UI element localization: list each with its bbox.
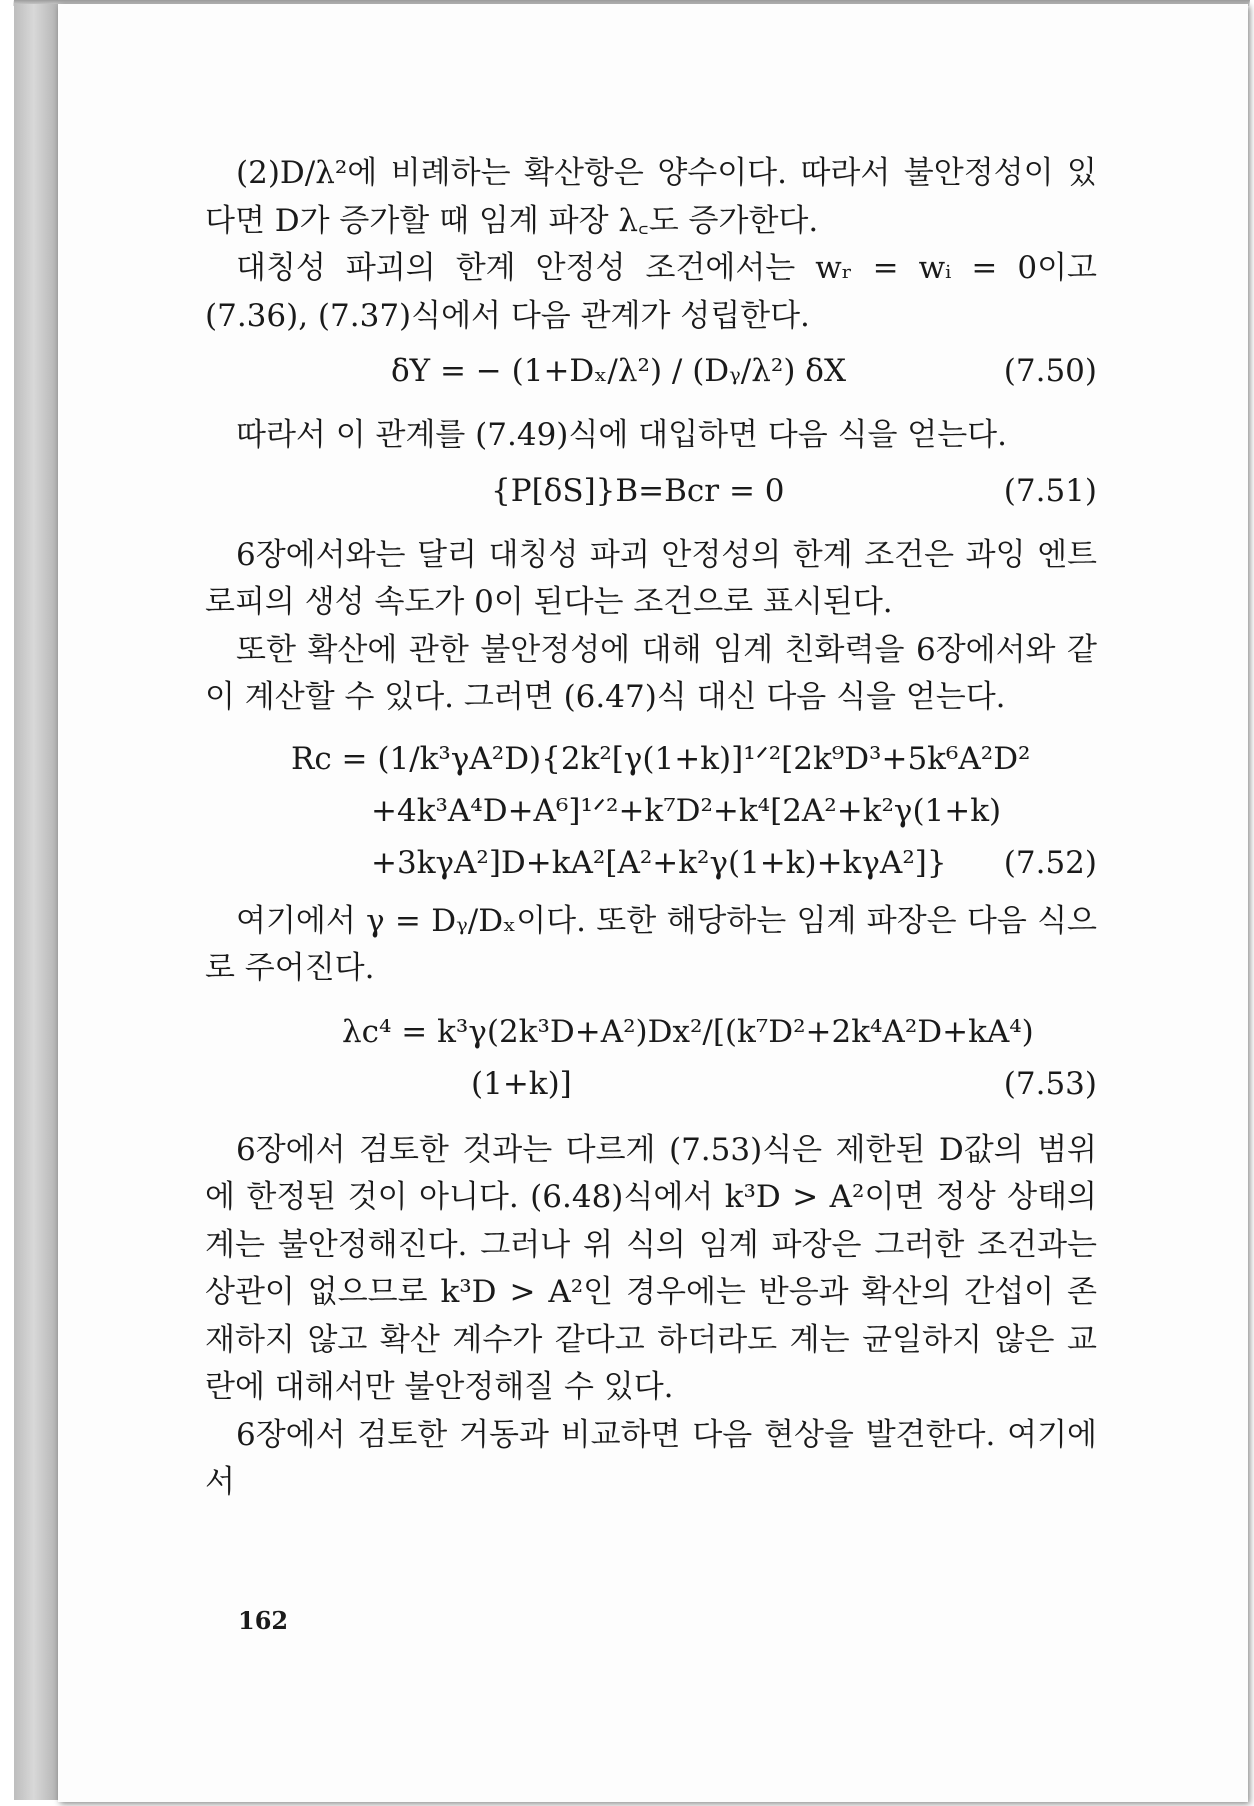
equation-7-50 <box>205 348 1097 404</box>
equation-number: (7.53) <box>1003 1065 1097 1102</box>
equation-line-1: Rc = (1/k³γA²D){2k²[γ(1+k)]¹ᐟ²[2k⁹D³+5k⁶A²D² <box>291 740 1031 777</box>
equation-line-2: (1+k)] <box>471 1065 572 1102</box>
equation-line-3: +3kγA²]D+kA²[A²+k²γ(1+k)+kγA²]} <box>371 844 947 881</box>
equation-number: (7.52) <box>1003 844 1097 881</box>
equation-expression: {P[δS]}B=Bcr = 0 <box>491 472 785 509</box>
paragraph-4: 6장에서와는 달리 대칭성 파괴 안정성의 한계 조건은 과잉 엔트로피의 생성 속도가 0이 된다는 조건으로 표시된다. <box>205 536 1097 620</box>
book-spine <box>14 4 60 1800</box>
paragraph-6: 여기에서 γ = Dᵧ/Dₓ이다. 또한 해당하는 임계 파장은 다음 식으로 주어진다. <box>205 902 1097 986</box>
equation-7-53 <box>205 1009 1097 1119</box>
equation-line-2: +4k³A⁴D+A⁶]¹ᐟ²+k⁷D²+k⁴[2A²+k²γ(1+k) <box>371 792 1002 829</box>
equation-number: (7.51) <box>1003 472 1097 509</box>
paragraph-1: (2)D/λ²에 비례하는 확산항은 양수이다. 따라서 불안정성이 있다면 D가 증가할 때 임계 파장 λ꜀도 증가한다. <box>205 155 1097 239</box>
paragraph-2: 대칭성 파괴의 한계 안정성 조건에서는 wᵣ = wᵢ = 0이고 (7.36), (7.37)식에서 다음 관계가 성립한다. <box>205 250 1097 334</box>
equation-number: (7.50) <box>1003 353 1097 389</box>
paragraph-3: 따라서 이 관계를 (7.49)식에 대입하면 다음 식을 얻는다. <box>236 417 1007 453</box>
paragraph-5: 또한 확산에 관한 불안정성에 대해 임계 친화력을 6장에서와 같이 계산할 수 있다. 그러면 (6.47)식 대신 다음 식을 얻는다. <box>205 631 1097 715</box>
equation-7-52 <box>205 736 1097 894</box>
equation-line-1: λc⁴ = k³γ(2k³D+A²)Dx²/[(k⁷D²+2k⁴A²D+kA⁴) <box>342 1013 1034 1050</box>
paragraph-7: 6장에서 검토한 것과는 다르게 (7.53)식은 제한된 D값의 범위에 한정된 것이 아니다. (6.48)식에서 k³D > A²이면 정상 상태의 계는 불안정해진다. 그러나 위 식의 임계 파장은 그러한 조건과는 상관이 없으므로 k³D > A²인 경우에는 반응과 확산의 간섭이 존재하지 않고 확산 계수가 같다고 하더라도 계는 균일하지 않은 교란에 대해서만 불안정해질 수 있다. <box>205 1131 1097 1405</box>
equation-7-51 <box>205 468 1097 524</box>
paragraph-8: 6장에서 검토한 거동과 비교하면 다음 현상을 발견한다. 여기에서 <box>205 1416 1097 1500</box>
equation-expression: δY = − (1+Dₓ/λ²) / (Dᵧ/λ²) δX <box>391 353 847 389</box>
page-number: 162 <box>238 1606 289 1635</box>
page-content <box>205 150 1097 1507</box>
